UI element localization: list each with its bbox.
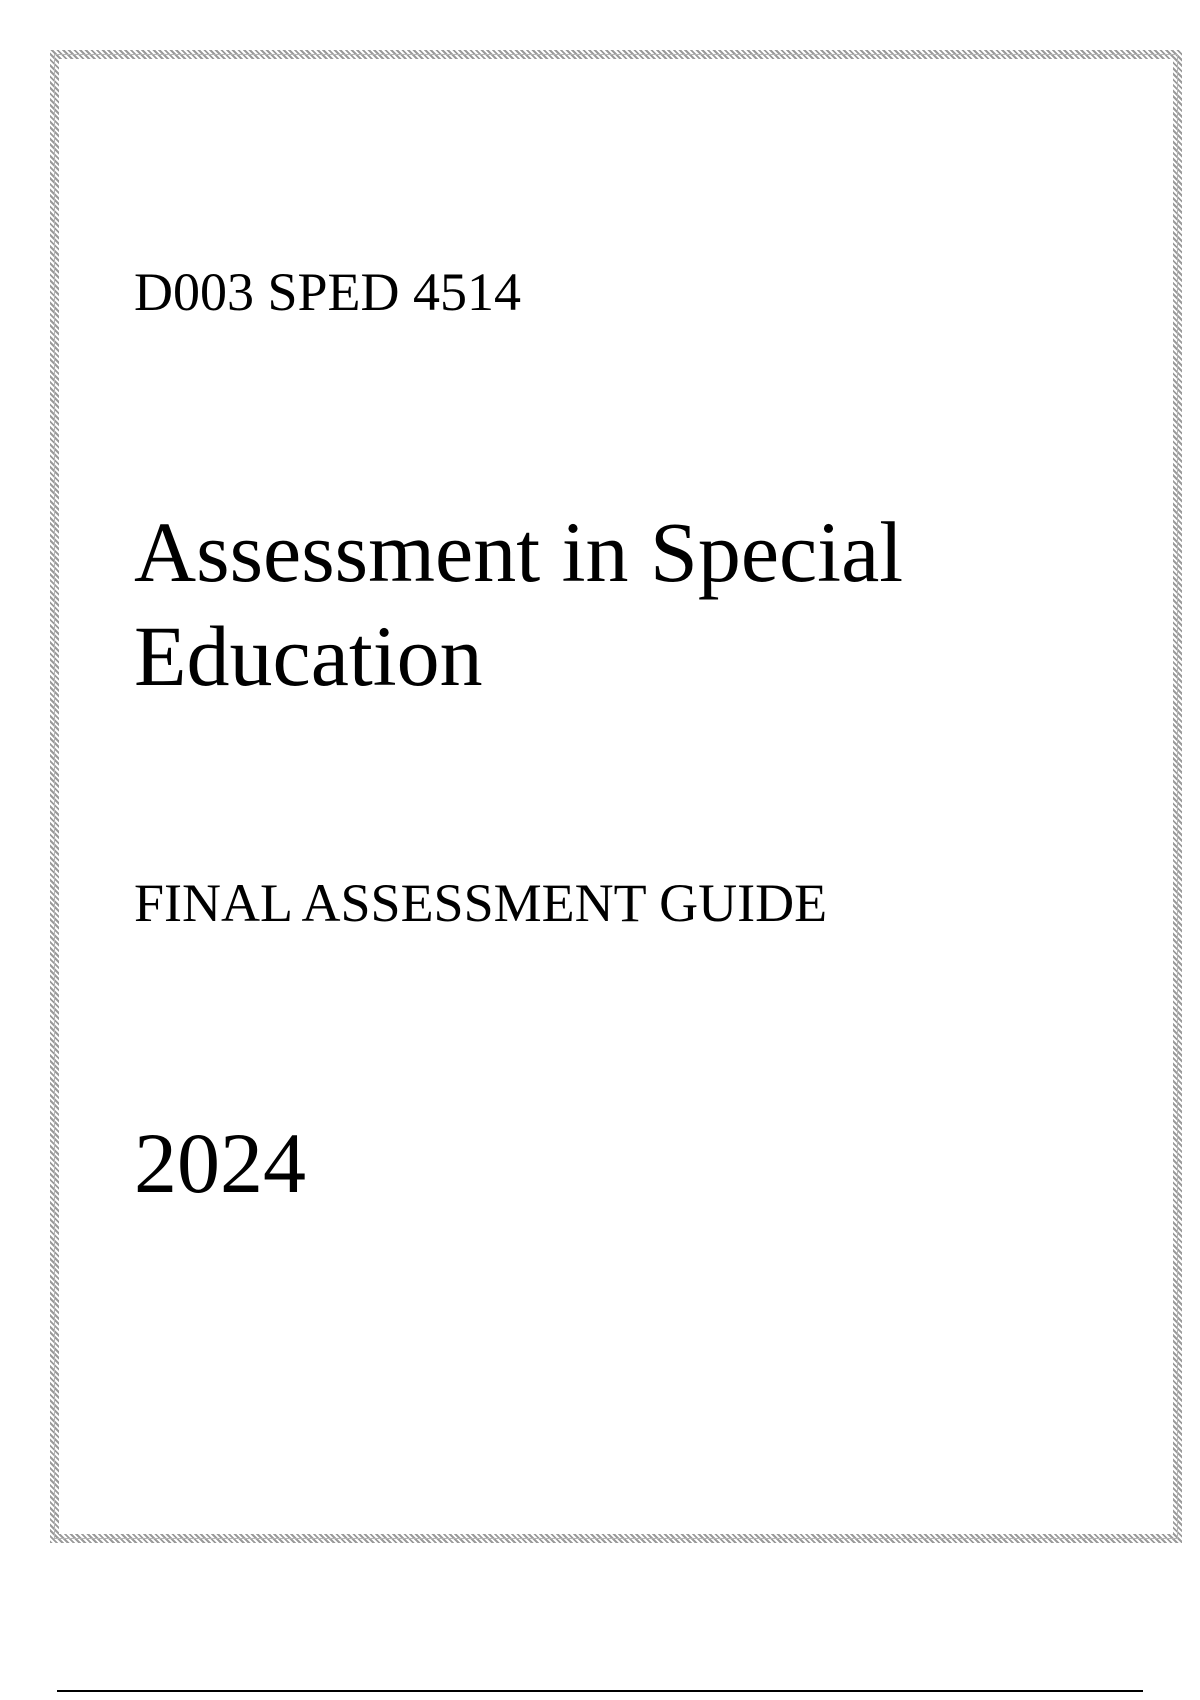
course-code: D003 SPED 4514 <box>134 262 522 322</box>
course-title-line-1: Assessment in Special <box>134 504 904 600</box>
year: 2024 <box>134 1115 306 1211</box>
course-title-line-2: Education <box>134 608 483 704</box>
guide-label: FINAL ASSESSMENT GUIDE <box>134 873 828 933</box>
footer-rule <box>57 1690 1143 1692</box>
course-title <box>134 500 903 708</box>
